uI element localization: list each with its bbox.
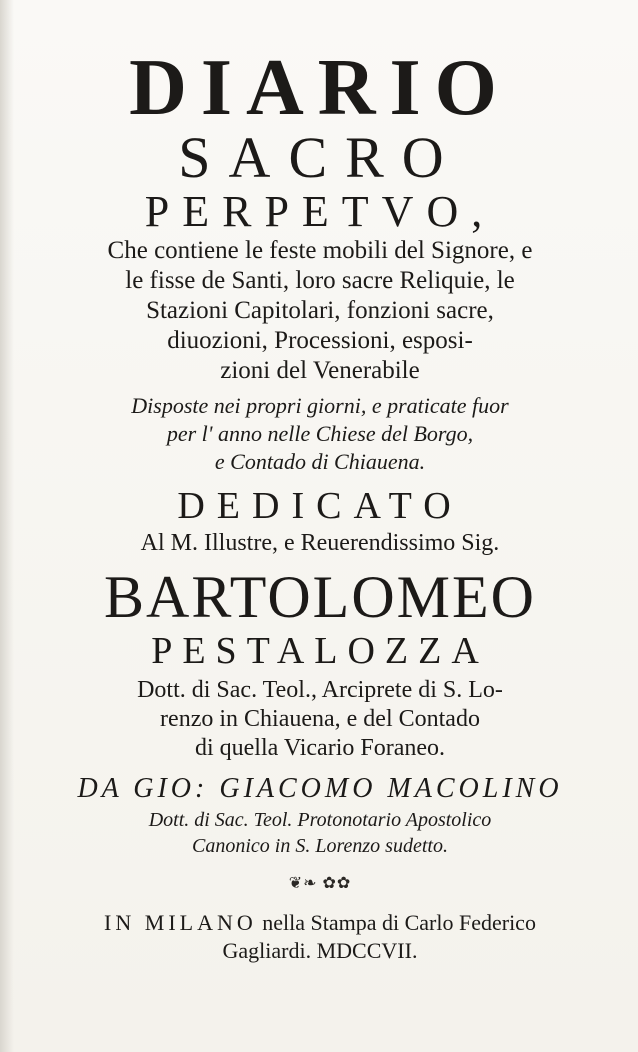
- imprint-line: [40, 909, 600, 937]
- imprint: [40, 909, 600, 965]
- title-sacro: SACRO: [178, 125, 462, 190]
- description-line: Stazioni Capitolari, fonzioni sacre,: [146, 297, 494, 324]
- dedicatee-surname: PESTALOZZA: [151, 630, 489, 672]
- title-page-content: [40, 40, 600, 965]
- description-line: Che contiene le feste mobili del Signore, e: [107, 237, 533, 264]
- dedicatee-title-line: Dott. di Sac. Teol., Arciprete di S. Lo-: [137, 677, 503, 703]
- italic-line: e Contado di Chiauena.: [214, 449, 426, 474]
- printers-ornament: ❦❧ ✿✿: [288, 875, 352, 892]
- description-line: diuozioni, Processioni, esposi-: [167, 327, 473, 354]
- author-titles: [40, 807, 600, 859]
- description-line: zioni del Venerabile: [220, 357, 420, 384]
- title-perpetuo: PERPETVO,: [144, 187, 496, 236]
- description-line: le fisse de Santi, loro sacre Reliquie, le: [125, 267, 515, 294]
- italic-line: per l' anno nelle Chiese del Borgo,: [166, 421, 474, 446]
- dedicatee-first-name: BARTOLOMEO: [104, 564, 536, 630]
- title-diario: DIARIO: [129, 44, 511, 132]
- italic-line: Disposte nei propri giorni, e praticate fuor: [131, 393, 509, 418]
- dedication-line: Al M. Illustre, e Reuerendissimo Sig.: [140, 530, 500, 556]
- author-title-line: Canonico in S. Lorenzo sudetto.: [192, 835, 448, 857]
- italic-block: [40, 392, 600, 476]
- dedicato-heading: DEDICATO: [177, 485, 463, 527]
- dedicatee-titles: [40, 676, 600, 763]
- author-title-line: Dott. di Sac. Teol. Protonotario Apostolico: [148, 809, 492, 831]
- imprint-date-line: Gagliardi. MDCCVII.: [222, 938, 418, 963]
- imprint-city: IN MILANO: [104, 910, 257, 935]
- dedicatee-title-line: di quella Vicario Foraneo.: [194, 735, 446, 761]
- imprint-printer: nella Stampa di Carlo Federico: [256, 910, 536, 935]
- author-line: DA GIO: GIACOMO MACOLINO: [77, 773, 563, 804]
- description-block: [40, 236, 600, 386]
- dedicatee-title-line: renzo in Chiauena, e del Contado: [160, 706, 480, 732]
- page-edge-shadow: [0, 0, 14, 1052]
